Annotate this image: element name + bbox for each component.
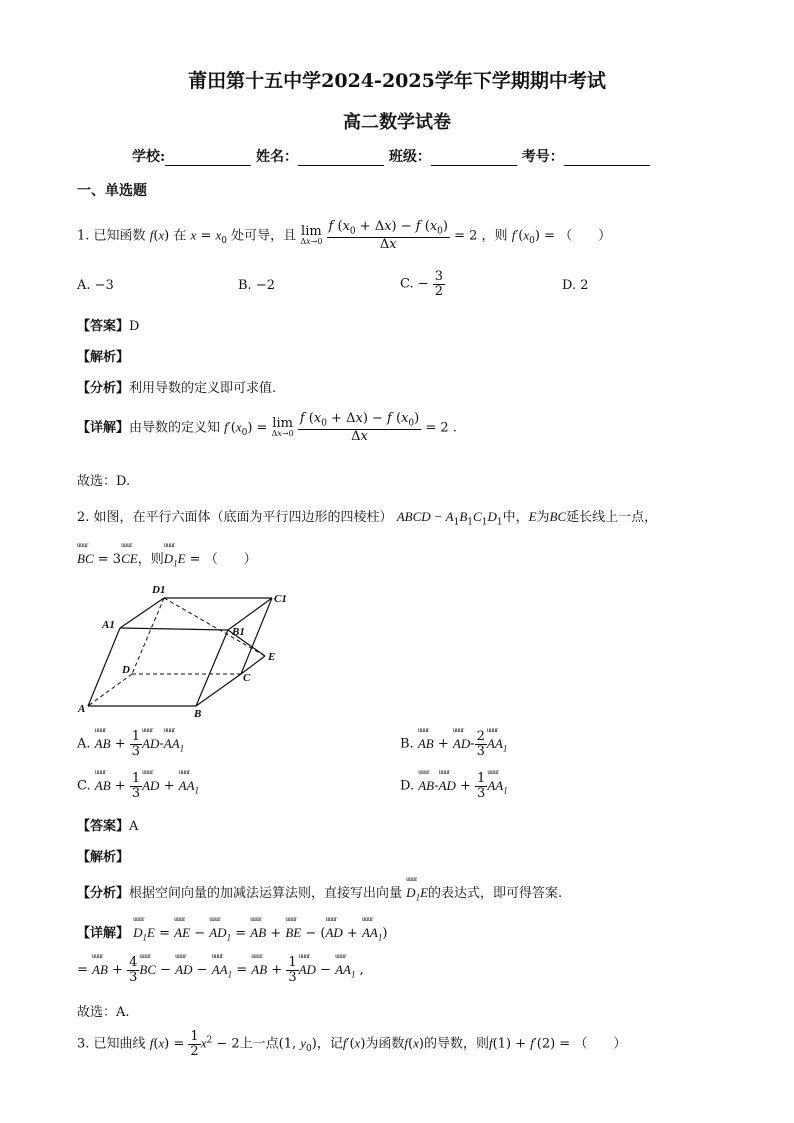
q1-xiangjie-label: 【详解】	[77, 420, 130, 436]
q2-e-desc: 为	[536, 510, 550, 525]
q1-fenxi-text: 利用导数的定义即可求值.	[129, 381, 277, 396]
q2-option-c-label: C.	[77, 778, 91, 794]
q1-stem: 1. 已知函数 f(x) 在 $x = x_0$ 处可导，且 lim Δx→0 $\frac{f (x_0 + \Delta x) - f (x_0)}{\Delta x}$ = 2 ，则 $f'(x_0)$ = （ ）	[77, 219, 612, 253]
q2-option-b-label: B.	[400, 736, 414, 752]
q1-option-a: A. −3	[77, 278, 114, 293]
label-a: A	[78, 703, 86, 715]
q1-option-b: B. −2	[238, 278, 275, 293]
q3-stem: 3. 已知曲线 f(x) = $\frac{1}{2}$ $x^2 - 2$上一点(1, $y_0$)，记f′(x)为函数f(x)的导数，则f(1) + f′(2) = （ ）	[77, 1029, 627, 1059]
school-blank	[165, 151, 251, 166]
label-d: D	[122, 664, 130, 676]
q2-paren: （ ）	[204, 552, 257, 567]
q1-answer-label: 【答案】	[77, 319, 130, 334]
q1-derivable: 处可导，且	[231, 228, 297, 244]
q2-e-desc2: 延长线上一点，	[566, 510, 658, 525]
q2-stem-line1: 2. 如图，在平行六面体（底面为平行四边形的四棱柱） ABCD − $A_1B_1C_1D_1$中，E为BC延长线上一点，	[77, 509, 658, 528]
q1-at: 在	[173, 228, 187, 244]
label-c: C	[243, 672, 251, 684]
q3-note: ，记	[316, 1036, 343, 1052]
label-d1: D1	[152, 584, 166, 596]
q3-note3: 的导数，则	[423, 1036, 489, 1052]
q2-xiangjie: 【详解】 uuur $D_1E$ = uuur AE − uuur $AD_1$ = uuur AB + uuur BE − (uuur AD + uuur $AA_1$)	[77, 922, 387, 943]
q2-answer-value: A	[129, 819, 139, 834]
q1-analysis-label: 【解析】	[77, 350, 130, 365]
exam-no-blank	[564, 151, 650, 166]
class-label: 班级：	[388, 149, 431, 165]
q2-fenxi-text2: 的表达式，即可得答案.	[428, 886, 563, 901]
q2-answer	[77, 815, 138, 834]
name-blank	[298, 151, 384, 166]
class-blank	[431, 151, 517, 166]
q1-option-c: C. − $\frac{3}{2}$	[400, 269, 444, 299]
label-b: B	[194, 708, 202, 720]
q1-conclusion: 故选：D.	[77, 474, 131, 489]
q2-option-d: D. uuur AB-uuur AD + $\frac{1}{3}$ uuur $AA_1$	[400, 772, 508, 800]
label-e: E	[268, 651, 276, 663]
page-title: 莆田第十五中学2024-2025学年下学期期中考试	[188, 70, 606, 92]
q2-analysis-label: 【解析】	[77, 850, 130, 865]
q2-option-a-label: A.	[77, 736, 91, 752]
q2-mid: 中，	[502, 510, 529, 525]
name-label: 姓名：	[256, 149, 299, 165]
label-c1: C1	[274, 593, 287, 605]
q2-option-c: C. uuur AB + $\frac{1}{3}$ uuur AD + uuur $AA_1$	[77, 772, 199, 800]
q2-fenxi-text: 根据空间向量的加减法运算法则，直接写出向量	[129, 886, 403, 901]
q1-xiangjie-text: 由导数的定义知	[129, 420, 221, 436]
q1-xiangjie: 【详解】由导数的定义知 $f'(x_0)$ = lim Δx→0 $\frac{f (x_0 + \Delta x) - f (x_0)}{\Delta x}$ = 2 .	[77, 411, 457, 445]
q2-option-d-label: D.	[400, 778, 415, 794]
q1-option-c-label: C.	[400, 276, 414, 292]
q1-answer	[77, 315, 139, 334]
q1-fenxi	[77, 377, 276, 396]
q1-prefix: 1. 已知函数	[77, 228, 146, 244]
q1-then: ，则	[481, 228, 508, 244]
q2-stem-line2: uuur BC = 3uuur CE，则uuur $D_1E$ = （ ）	[77, 548, 257, 569]
q2-xiangjie-label: 【详解】	[77, 926, 130, 941]
label-a1: A1	[102, 619, 115, 631]
page-subtitle: 高二数学试卷	[343, 112, 451, 133]
label-b1: B1	[232, 626, 245, 638]
q3-on: 上一点	[239, 1036, 279, 1052]
q2-line1: 2. 如图，在平行六面体（底面为平行四边形的四棱柱）	[77, 510, 393, 525]
q1-option-d: D. 2	[562, 278, 589, 293]
q1-answer-value: D	[129, 319, 140, 334]
school-label: 学校:	[132, 149, 166, 165]
q2-option-a: A. uuur AB + $\frac{1}{3}$ uuur AD-uuur $AA_1$	[77, 730, 184, 758]
q3-prefix: 3. 已知曲线	[77, 1036, 146, 1052]
section-title: 一、单选题	[77, 183, 147, 199]
parallelepiped-figure	[76, 580, 296, 720]
q2-then: ，则	[137, 552, 164, 567]
q2-xiangjie-line2: = uuur AB + $\frac{4}{3}$ uuur BC − uuur AD − uuur $AA_1$ = uuur AB + $\frac{1}{3}$ uuur AD − uuur $AA_1$ ,	[77, 956, 364, 984]
q2-fenxi: 【分析】根据空间向量的加减法运算法则，直接写出向量 uuur $D_1E$的表达式，即可得答案.	[77, 882, 562, 903]
q3-note2: 为函数	[365, 1036, 405, 1052]
q2-answer-label: 【答案】	[77, 819, 130, 834]
q1-fenxi-label: 【分析】	[77, 381, 130, 396]
q3-paren: （ ）	[574, 1036, 627, 1052]
q2-option-b: B. uuur AB + uuur AD- $\frac{2}{3}$ uuur $AA_1$	[400, 730, 507, 758]
q2-conclusion: 故选：A.	[77, 1005, 130, 1020]
info-fields	[132, 146, 650, 166]
q2-fenxi-label: 【分析】	[77, 886, 130, 901]
exam-no-label: 考号：	[521, 149, 564, 165]
q1-paren: （ ）	[559, 228, 612, 244]
